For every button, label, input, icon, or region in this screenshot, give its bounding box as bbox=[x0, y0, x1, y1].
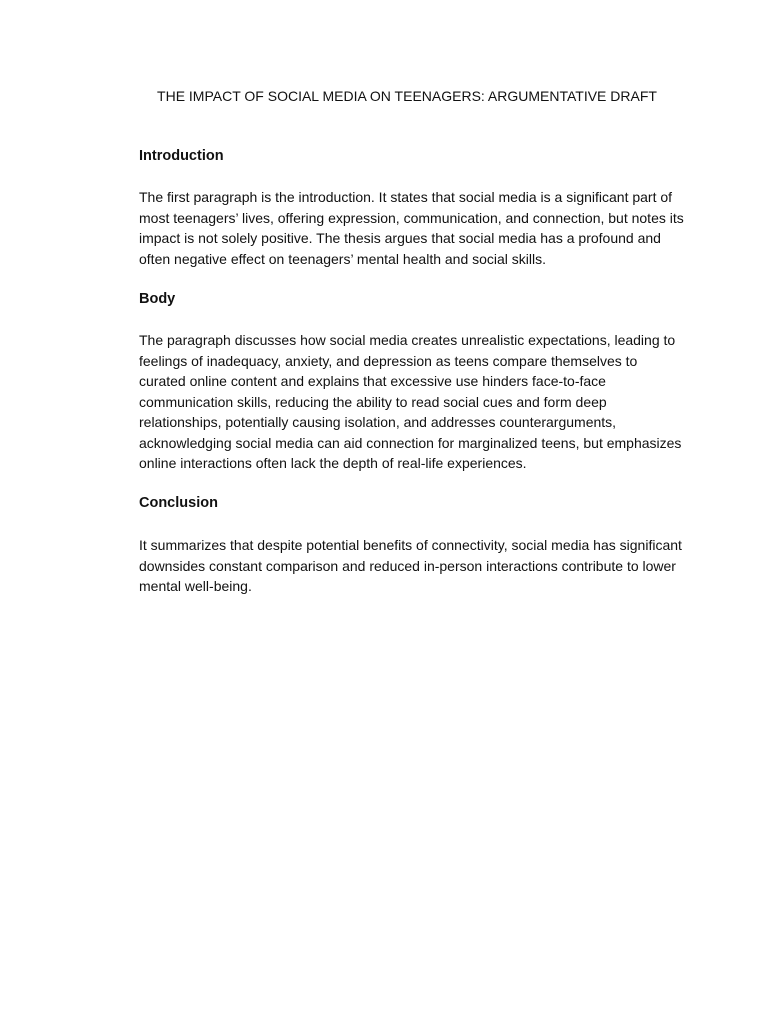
section-heading-introduction: Introduction bbox=[139, 148, 224, 164]
section-heading-body: Body bbox=[139, 291, 176, 307]
section-heading-conclusion: Conclusion bbox=[139, 495, 218, 511]
section-paragraph-conclusion: It summarizes that despite potential benefits of connectivity, social media has significant downsides constant comparison and reduced in-person interactions contribute to lower mental well-being. bbox=[139, 537, 682, 594]
document-title: THE IMPACT OF SOCIAL MEDIA ON TEENAGERS: ARGUMENTATIVE DRAFT bbox=[157, 88, 657, 104]
section-paragraph-introduction: The first paragraph is the introduction. It states that social media is a significant part of most teenagers’ lives, offering expression, communication, and connection, but notes its impact is not solely positive. The thesis argues that social media has a profound and often negative effect on teenagers’ mental health and social skills. bbox=[139, 189, 684, 267]
section-paragraph-body: The paragraph discusses how social media creates unrealistic expectations, leading to feelings of inadequacy, anxiety, and depression as teens compare themselves to curated online content and explains that excessive use hinders face-to-face communication skills, reducing the ability to read social cues and form deep relationships, potentially causing isolation, and addresses counterarguments, acknowledging social media can aid connection for marginalized teens, but emphasizes online interactions often lack the depth of real-life experiences. bbox=[139, 332, 682, 471]
